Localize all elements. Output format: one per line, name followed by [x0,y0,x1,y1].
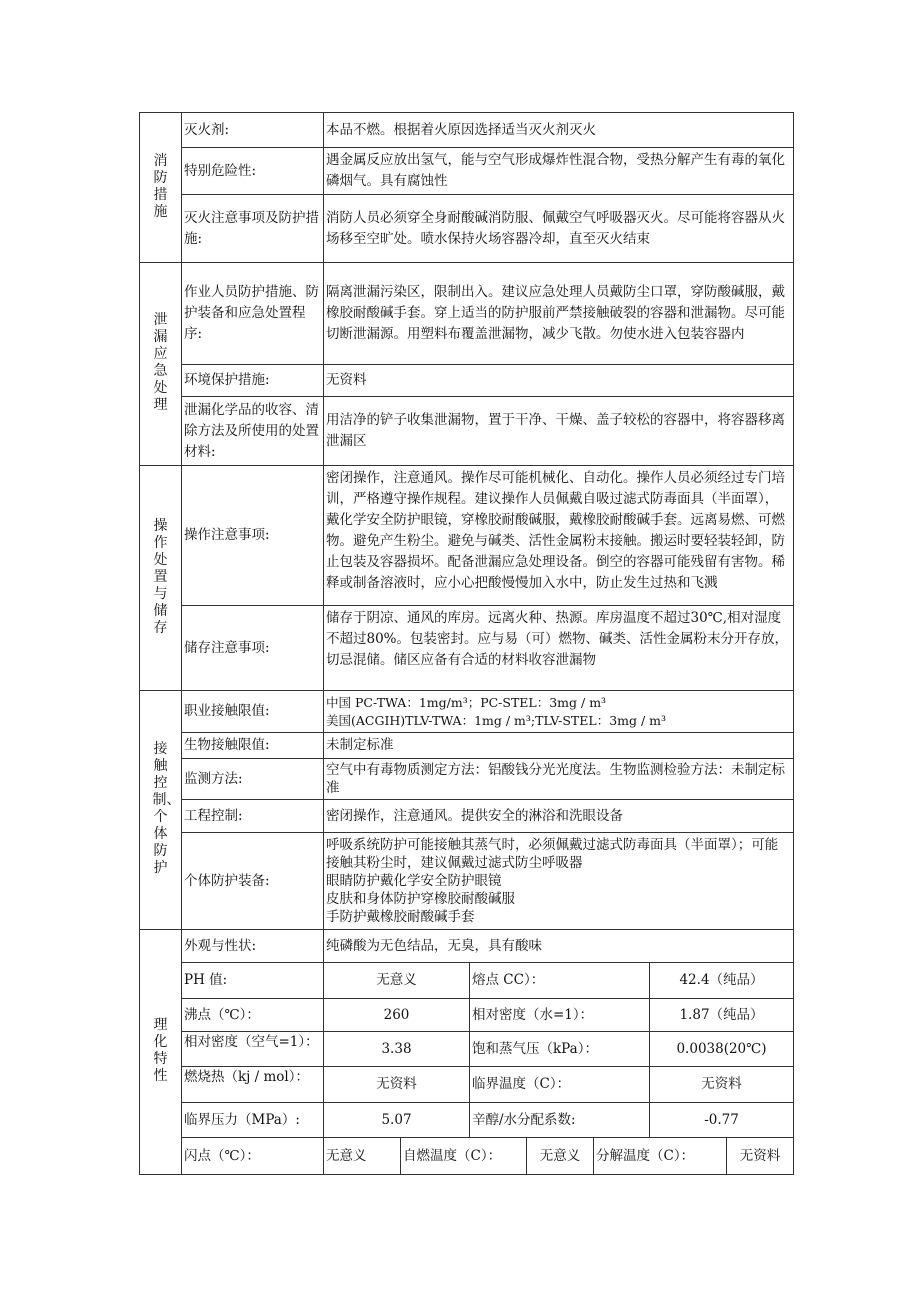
phys-label-mp: 熔点 CC）： [470,963,650,998]
phys-row-bp [140,999,794,1032]
phys-label-ct: 临界温度（C）： [470,1067,650,1102]
phys-value-decomp: 无资料 [727,1138,794,1174]
phys-value-cp: 5.07 [324,1103,470,1137]
leak-section-title: 泄漏应急处理 [153,312,168,413]
phys-rdair-vp-cell [324,1032,794,1067]
leak-row-cleanup [140,397,794,466]
leak-value-environment: 无资料 [324,365,794,397]
exposure-row-engineering [140,800,794,833]
phys-label-autoign: 自燃温度（C）： [401,1138,527,1174]
phys-rdair-vp-grid [324,1032,793,1066]
exposure-value-ppe [324,833,794,930]
phys-value-autoign: 无意义 [527,1138,594,1174]
phys-value-mp: 42.4（纯品） [650,963,794,998]
phys-flash-cell [324,1138,794,1175]
exposure-label-ppe: 个体防护装备: [182,833,324,930]
exposure-label-monitor: 监测方法: [182,759,324,800]
exposure-section-header [140,691,182,930]
handling-row-storage [140,606,794,691]
ppe-skin: 皮肤和身体防护穿橡胶耐酸碱服 [326,891,515,907]
handling-value-operation: 密闭操作，注意通风。操作尽可能机械化、自动化。操作人员必须经过专门培训，严格遵守操作规程。建议操作人员佩戴自吸过滤式防毒面具（半面罩），戴化学安全防护眼镜，穿橡胶耐酸碱服，戴橡胶耐酸碱手套。远离易燃、可燃物。避免产生粉尘。避免与碱类、活性金属粉末接触。搬运时要轻装轻卸，防止包装及容器损坏。配备泄漏应急处理设备。倒空的容器可能残留有害物。稀释或制备溶液时，应小心把酸慢慢加入水中，防止发生过热和飞溅 [324,466,794,606]
phys-value-rd-water: 1.87（纯品） [650,999,794,1031]
leak-value-personnel: 隔离泄漏污染区，限制出入。建议应急处理人员戴防尘口罩，穿防酸碱服，戴橡胶耐酸碱手套。穿上适当的防护服前严禁接触破裂的容器和泄漏物。尽可能切断泄漏源。用塑料布覆盖泄漏物，减少飞散。勿使水进入包装容器内 [324,263,794,365]
phys-label-bp: 沸点（℃）： [182,999,324,1032]
fire-value-hazard: 遇金属反应放出氢气，能与空气形成爆炸性混合物，受热分解产生有毒的氧化磷烟气。具有腐蚀性 [324,148,794,195]
exposure-value-oel [324,691,794,733]
handling-value-storage: 储存于阴凉、通风的库房。远离火种、热源。库房温度不超过30℃,相对湿度不超过80%。包装密封。应与易（可）燃物、碱类、活性金属粉末分开存放，切忌混储。储区应备有合适的材料收容泄漏物 [324,606,794,691]
ppe-hand: 手防护戴橡胶耐酸碱手套 [326,909,475,925]
phys-flash-grid [324,1138,793,1174]
exposure-row-bio [140,733,794,759]
exposure-section-title: 接触控制、个体防护 [152,741,181,876]
exposure-value-bio: 未制定标准 [324,733,794,759]
phys-label-cp: 临界压力（MPa）: [182,1103,324,1138]
phys-value-heat: 无资料 [324,1067,470,1102]
fire-row-extinguisher [140,113,794,148]
exposure-label-bio: 生物接触限值: [182,733,324,759]
exposure-label-engineering: 工程控制: [182,800,324,833]
fire-label-hazard: 特别危险性: [182,148,324,195]
exposure-value-engineering: 密闭操作，注意通风。提供安全的淋浴和洗眼设备 [324,800,794,833]
fire-row-hazard [140,148,794,195]
phys-value-ph: 无意义 [324,963,470,998]
phys-cp-kow-grid [324,1103,793,1137]
phys-row-rd-air [140,1032,794,1067]
leak-value-cleanup: 用洁净的铲子收集泄漏物，置于干净、干燥、盖子较松的容器中，将容器移离泄漏区 [324,397,794,466]
phys-section-header [140,930,182,1175]
handling-section-header [140,466,182,691]
phys-heat-ct-cell [324,1067,794,1103]
phys-value-rd-air: 3.38 [324,1032,470,1066]
msds-table [139,112,794,1175]
ppe-eye: 眼睛防护戴化学安全防护眼镜 [326,873,502,889]
leak-label-environment: 环境保护措施: [182,365,324,397]
leak-label-personnel: 作业人员防护措施、防护装备和应急处置程序: [182,263,324,365]
exposure-label-oel: 职业接触限值: [182,691,324,733]
phys-label-decomp: 分解温度（C）： [594,1138,727,1174]
phys-row-cp [140,1103,794,1138]
leak-section-header [140,263,182,466]
exposure-row-ppe [140,833,794,930]
oel-china: 中国 PC-TWA：1mg/m³；PC-STEL：3mg / m³ [326,694,607,710]
phys-label-flash: 闪点（℃）： [182,1138,324,1175]
phys-ph-mp-cell [324,963,794,999]
phys-row-heat [140,1067,794,1103]
phys-row-appearance [140,930,794,963]
handling-row-operation [140,466,794,606]
phys-bp-rd-grid [324,999,793,1031]
phys-value-kow: -0.77 [650,1103,794,1137]
phys-section-title: 理化特性 [153,1017,168,1084]
exposure-row-oel [140,691,794,733]
leak-label-cleanup: 泄漏化学品的收容、清除方法及所使用的处置材料: [182,397,324,466]
msds-page [139,112,793,1175]
fire-section-header [140,113,182,263]
fire-label-extinguisher: 灭火剂: [182,113,324,148]
phys-label-rd-water: 相对密度（水=1）： [470,999,650,1031]
phys-label-appearance: 外观与性状: [182,930,324,963]
fire-value-extinguisher: 本品不燃。根据着火原因选择适当灭火剂灭火 [324,113,794,148]
phys-heat-ct-grid [324,1067,793,1102]
leak-row-environment [140,365,794,397]
phys-label-ph: PH 值: [182,963,324,999]
fire-label-precautions: 灭火注意事项及防护措施: [182,195,324,263]
leak-row-personnel [140,263,794,365]
phys-value-flash: 无意义 [324,1138,401,1174]
phys-label-vp: 饱和蒸气压（kPa）： [470,1032,650,1066]
fire-section-title: 消防措施 [153,152,168,220]
phys-value-appearance: 纯磷酸为无色结品，无臭，具有酸味 [324,930,794,963]
handling-section-title: 操作处置与储存 [153,517,168,636]
phys-row-ph [140,963,794,999]
fire-value-precautions: 消防人员必须穿全身耐酸碱消防服、佩戴空气呼吸器灭火。尽可能将容器从火场移至空旷处。喷水保持火场容器冷却，直至灭火结束 [324,195,794,263]
exposure-value-monitor: 空气中有毒物质测定方法：铝酸钱分光光度法。生物监测检验方法：未制定标准 [324,759,794,800]
fire-row-precautions [140,195,794,263]
phys-ph-mp-grid [324,963,793,998]
phys-label-kow: 辛醇/水分配系数: [470,1103,650,1137]
oel-usa: 美国(ACGIH)TLV-TWA：1mg / m³;TLV-STEL：3mg / m³ [326,712,667,728]
phys-row-flash [140,1138,794,1175]
phys-value-ct: 无资料 [650,1067,794,1102]
phys-value-bp: 260 [324,999,470,1031]
exposure-row-monitor [140,759,794,800]
phys-label-rd-air: 相对密度（空气=1）： [182,1032,324,1067]
ppe-respiratory: 呼吸系统防护可能接触其蒸气时，必须佩戴过滤式防毒面具（半面罩）；可能接触其粉尘时，建议佩戴过滤式防尘呼吸器 [326,837,779,871]
phys-label-heat: 燃烧热（kj / mol）： [182,1067,324,1103]
handling-label-storage: 储存注意事项: [182,606,324,691]
phys-cp-kow-cell [324,1103,794,1138]
phys-bp-rd-cell [324,999,794,1032]
handling-label-operation: 操作注意事项: [182,466,324,606]
phys-value-vp: 0.0038(20℃) [650,1032,794,1066]
